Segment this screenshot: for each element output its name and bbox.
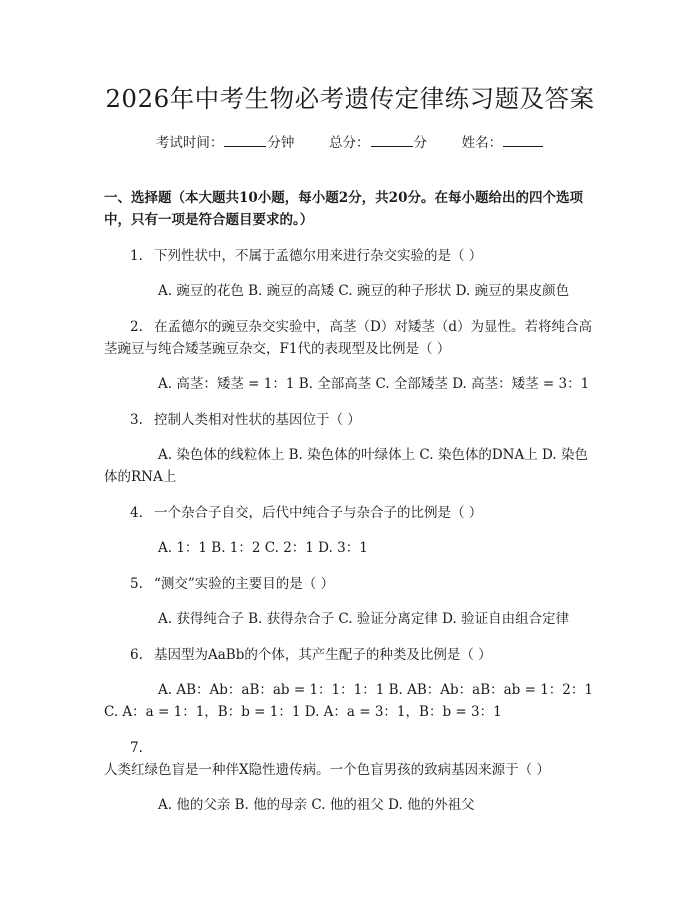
question-text: 在孟德尔的豌豆杂交实验中，高茎（D）对矮茎（d）为显性。若将纯合高茎豌豆与纯合矮茎豌豆杂交，F1代的表现型及比例是（ ） xyxy=(104,319,592,357)
question-options: A. 豌豆的花色 B. 豌豆的高矮 C. 豌豆的种子形状 D. 豌豆的果皮颜色 xyxy=(158,283,570,299)
question-item xyxy=(104,502,596,559)
question-number: 5. xyxy=(130,576,143,592)
question-item xyxy=(104,409,596,488)
question-text: 控制人类相对性状的基因位于（ ） xyxy=(154,412,361,428)
name-blank xyxy=(503,134,543,147)
question-item xyxy=(104,573,596,630)
name-label: 姓名： xyxy=(461,135,503,151)
question-section xyxy=(104,187,596,830)
question-stem xyxy=(104,316,596,360)
question-number: 2. xyxy=(130,319,143,335)
question-stem xyxy=(104,409,596,431)
question-stem xyxy=(104,245,596,267)
question-options: A. 高茎：矮茎 = 1：1 B. 全部高茎 C. 全部矮茎 D. 高茎：矮茎 = 3：1 xyxy=(158,376,590,392)
question-stem xyxy=(104,737,596,781)
question-number: 6. xyxy=(130,647,143,663)
question-stem xyxy=(104,644,596,666)
score-unit: 分 xyxy=(413,135,427,151)
question-item xyxy=(104,245,596,302)
question-text: 下列性状中，不属于孟德尔用来进行杂交实验的是（ ） xyxy=(154,248,483,264)
question-stem xyxy=(104,502,596,524)
question-number: 1. xyxy=(130,248,143,264)
page-title: 2026年中考生物必考遗传定律练习题及答案 xyxy=(105,84,595,113)
exam-meta-line xyxy=(0,131,700,151)
question-text: “测交”实验的主要目的是（ ） xyxy=(154,576,335,592)
question-item xyxy=(104,644,596,723)
question-number: 7. xyxy=(130,740,143,756)
score-blank xyxy=(371,134,413,147)
question-options: A. 他的父亲 B. 他的母亲 C. 他的祖父 D. 他的外祖父 xyxy=(158,797,475,813)
question-options: A. 染色体的线粒体上 B. 染色体的叶绿体上 C. 染色体的DNA上 D. 染色体的RNA上 xyxy=(104,447,588,485)
question-item xyxy=(104,737,596,816)
question-text: 基因型为AaBb的个体，其产生配子的种类及比例是（ ） xyxy=(154,647,492,663)
question-text: 一个杂合子自交，后代中纯合子与杂合子的比例是（ ） xyxy=(154,505,483,521)
question-stem xyxy=(104,573,596,595)
question-options: A. 获得纯合子 B. 获得杂合子 C. 验证分离定律 D. 验证自由组合定律 xyxy=(158,611,570,627)
question-text: 人类红绿色盲是一种伴X隐性遗传病。一个色盲男孩的致病基因来源于（ ） xyxy=(104,762,550,778)
time-unit: 分钟 xyxy=(267,135,295,151)
score-label: 总分： xyxy=(329,135,370,151)
question-options: A. 1：1 B. 1：2 C. 2：1 D. 3：1 xyxy=(158,540,368,556)
question-number: 4. xyxy=(130,505,143,521)
question-number: 3. xyxy=(130,412,143,428)
question-item xyxy=(104,316,596,395)
time-label: 考试时间： xyxy=(155,135,224,151)
section-heading: 一、选择题（本大题共10小题，每小题2分，共20分。在每小题给出的四个选项中，只有一项是符合题目要求的。） xyxy=(104,190,583,228)
question-options: A. AB：Ab：aB：ab = 1：1：1：1 B. AB：Ab：aB：ab = 1：2：1 C. A：a = 1：1，B：b = 1：1 D. A：a = 3：1，B：b = 3：1 xyxy=(104,682,593,720)
time-blank xyxy=(224,134,266,147)
